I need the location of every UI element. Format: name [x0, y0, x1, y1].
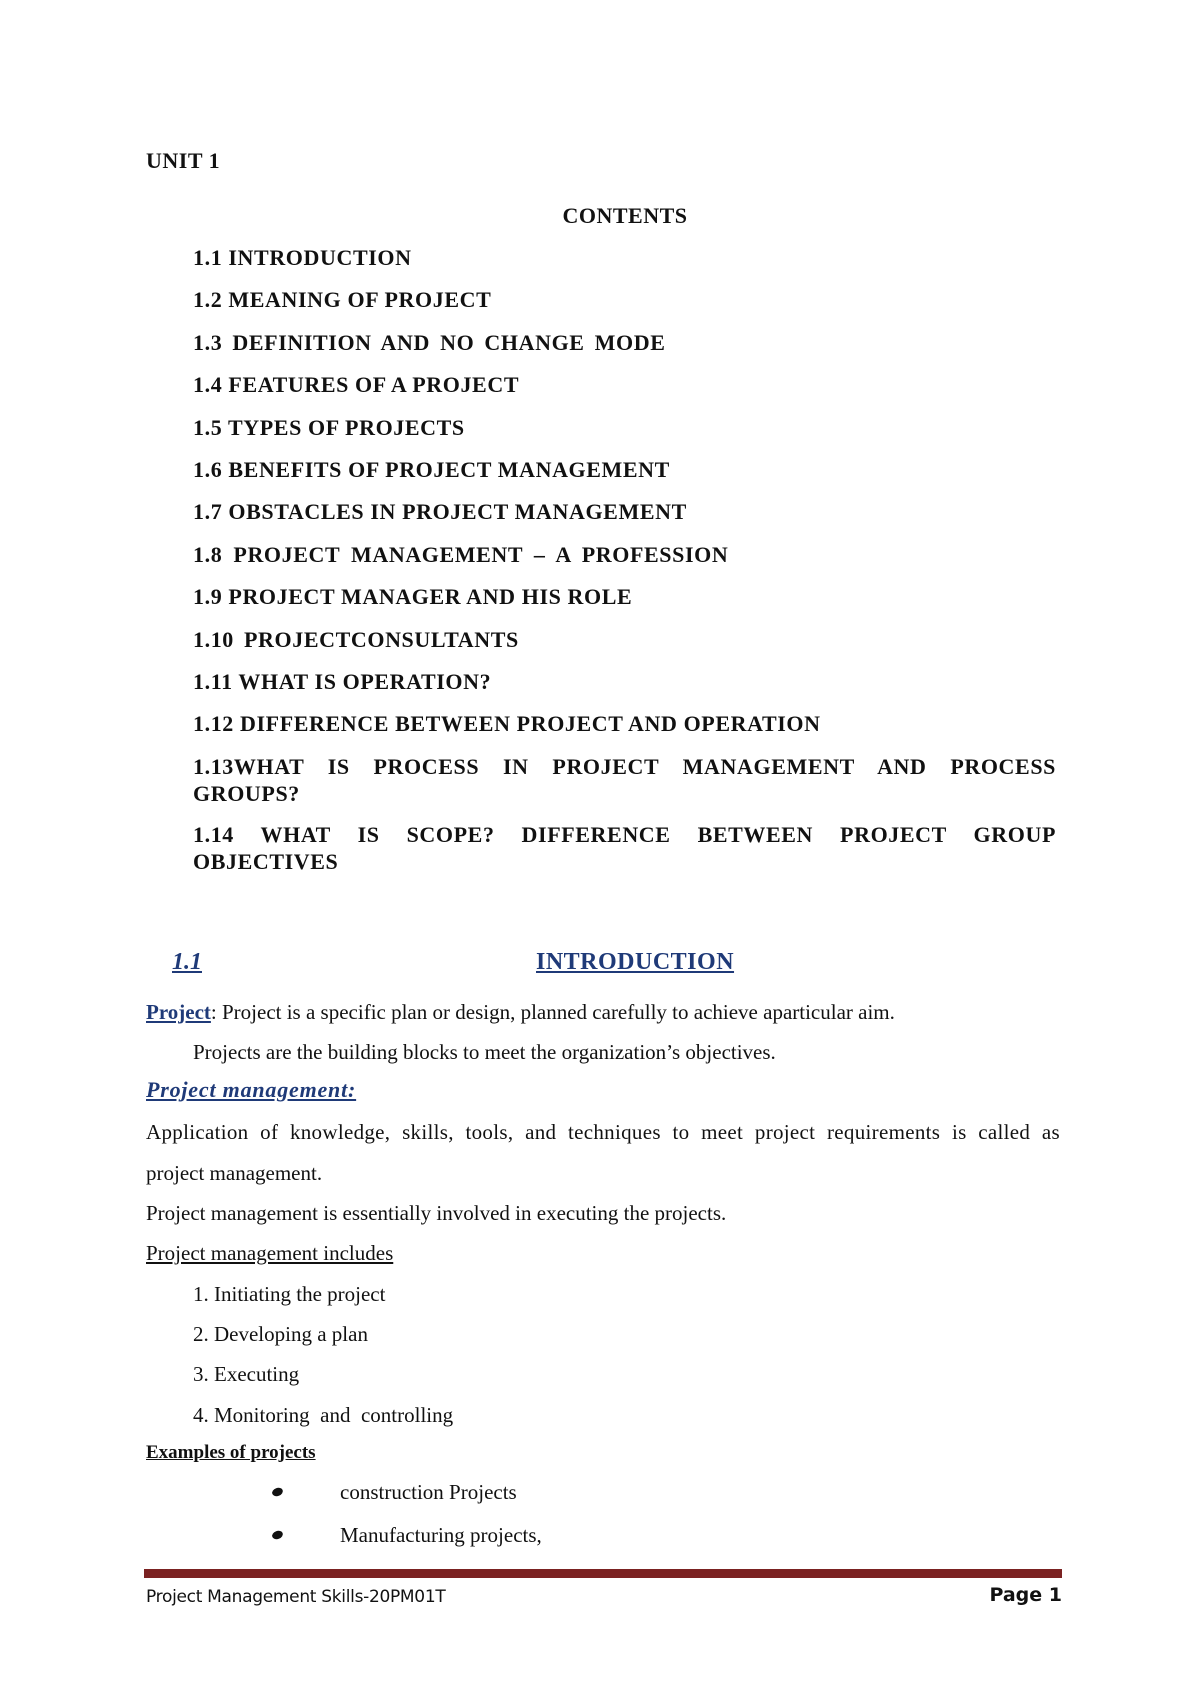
bullet-icon — [271, 1486, 284, 1497]
footer-divider — [144, 1569, 1062, 1578]
project-definition — [146, 999, 895, 1025]
table-of-contents — [193, 244, 1056, 889]
toc-item: 1.5 TYPES OF PROJECTS — [193, 414, 465, 440]
toc-item: 1.2 MEANING OF PROJECT — [193, 287, 492, 313]
steps-list — [193, 1281, 453, 1442]
pm-heading: Project management: — [146, 1077, 357, 1102]
step-item: 1. Initiating the project — [193, 1282, 386, 1306]
toc-item: 1.6 BENEFITS OF PROJECT MANAGEMENT — [193, 456, 670, 482]
toc-item: 1.10 PROJECTCONSULTANTS — [193, 626, 519, 652]
bullet-icon — [271, 1529, 284, 1540]
toc-item: 1.9 PROJECT MANAGER AND HIS ROLE — [193, 584, 633, 610]
step-item: 2. Developing a plan — [193, 1322, 368, 1347]
toc-item: 1.11 WHAT IS OPERATION? — [193, 668, 492, 694]
toc-item: 1.12 DIFFERENCE BETWEEN PROJECT AND OPERATION — [193, 711, 821, 737]
example-text: Manufacturing projects, — [340, 1523, 542, 1547]
unit-label: UNIT 1 — [146, 148, 221, 173]
includes-label: Project management includes — [146, 1241, 394, 1265]
list-item — [272, 1479, 542, 1505]
toc-item: 1.4 FEATURES OF A PROJECT — [193, 372, 520, 398]
section-heading — [0, 949, 1200, 983]
step-item: 3. Executing — [193, 1362, 300, 1387]
list-item — [272, 1522, 542, 1548]
step-item: 4. Monitoring and controlling — [193, 1402, 454, 1427]
toc-item: 1.7 OBSTACLES IN PROJECT MANAGEMENT — [193, 499, 687, 525]
pm-definition: Application of knowledge, skills, tools, and techniques to meet project requirements is called as — [146, 1120, 1060, 1144]
project-definition-text: : Project is a specific plan or design, planned carefully to achieve aparticular aim. — [210, 1000, 895, 1024]
section-number: 1.1 — [172, 949, 202, 975]
pm-involved-text: Project management is essentially involved in executing the projects. — [146, 1201, 727, 1225]
pm-definition-continued: project management. — [146, 1161, 323, 1185]
building-blocks-text: Projects are the building blocks to meet the organization’s objectives. — [193, 1040, 776, 1064]
examples-label: Examples of projects — [146, 1442, 316, 1463]
section-title: INTRODUCTION — [536, 949, 735, 975]
contents-heading: CONTENTS — [562, 203, 688, 228]
page-number: Page 1 — [989, 1584, 1062, 1606]
toc-item: 1.1 INTRODUCTION — [193, 245, 412, 270]
toc-item: 1.3 DEFINITION AND NO CHANGE MODE — [193, 329, 666, 355]
project-term: Project — [146, 1000, 211, 1024]
toc-item: 1.8 PROJECT MANAGEMENT – A PROFESSION — [193, 541, 729, 567]
examples-list — [272, 1479, 542, 1565]
toc-item: 1.14 WHAT IS SCOPE? DIFFERENCE BETWEEN PROJECT GROUP OBJECTIVES — [193, 821, 1056, 874]
footer-course-title: Project Management Skills-20PM01T — [146, 1587, 446, 1607]
toc-item: 1.13WHAT IS PROCESS IN PROJECT MANAGEMENT AND PROCESS GROUPS? — [193, 753, 1056, 806]
example-text: construction Projects — [340, 1480, 517, 1504]
